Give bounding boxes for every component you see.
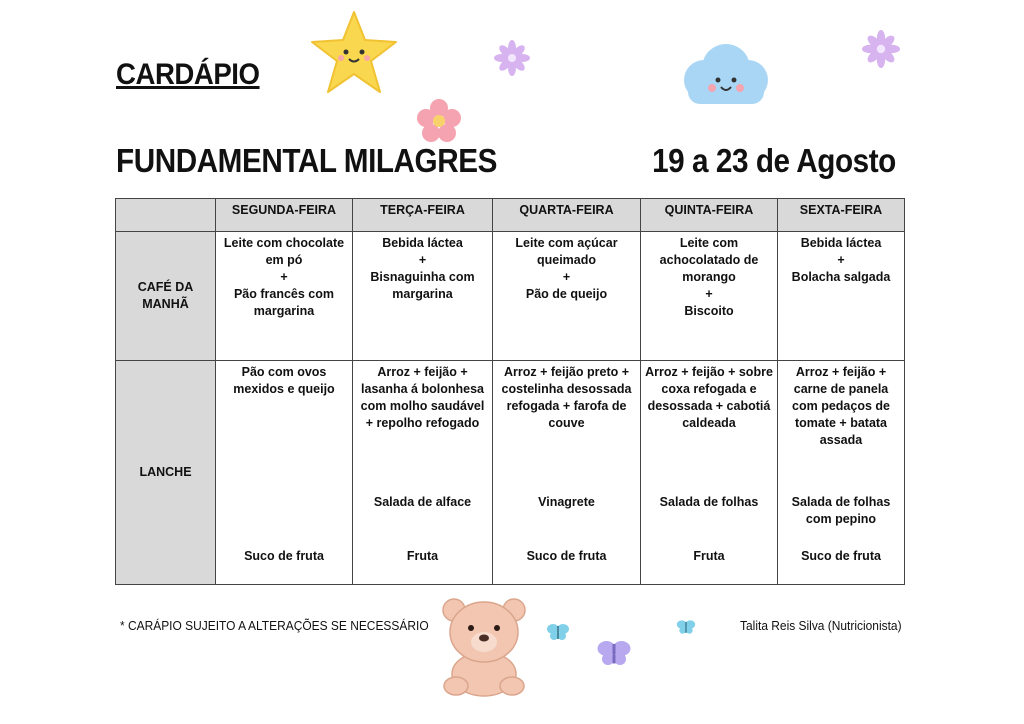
menu-table <box>115 198 905 585</box>
breakfast-cell: Bebida láctea + Bolacha salgada <box>778 232 905 361</box>
day-header: SEGUNDA-FEIRA <box>216 199 353 232</box>
row-label-breakfast: CAFÉ DA MANHÃ <box>116 232 216 361</box>
lunch-drink: Suco de fruta <box>801 549 881 563</box>
lunch-drink: Suco de fruta <box>244 549 324 563</box>
school-name: FUNDAMENTAL MILAGRES <box>116 142 497 179</box>
butterfly-icon <box>596 638 632 668</box>
lunch-main-dish: Pão com ovos mexidos e queijo <box>233 365 335 396</box>
lunch-drink: Suco de fruta <box>526 549 607 563</box>
table-header-row <box>116 199 905 232</box>
flower-icon <box>494 40 530 76</box>
lunch-main-dish: Arroz + feijão + sobre coxa refogada e desossada + cabotiá caldeada <box>645 365 773 430</box>
day-header: QUINTA-FEIRA <box>641 199 778 232</box>
lunch-main-dish: Arroz + feijão preto + costelinha desossada refogada + farofa de couve <box>501 365 632 430</box>
breakfast-cell: Leite com achocolatado de morango + Biscoito <box>641 232 778 361</box>
nutritionist-signature: Talita Reis Silva (Nutricionista) <box>740 618 902 633</box>
lunch-salad: Vinagrete <box>538 495 595 509</box>
lunch-salad: Salada de folhas <box>659 495 759 509</box>
day-header: TERÇA-FEIRA <box>353 199 493 232</box>
day-header: SEXTA-FEIRA <box>778 199 905 232</box>
butterfly-icon <box>676 618 696 636</box>
table-row <box>116 361 905 585</box>
flower-icon <box>862 30 900 68</box>
table-row <box>116 232 905 361</box>
date-range: 19 a 23 de Agosto <box>652 142 896 179</box>
lunch-cell <box>778 361 905 585</box>
butterfly-icon <box>546 622 570 642</box>
star-icon <box>308 8 400 98</box>
lunch-cell <box>353 361 493 585</box>
flower-icon <box>416 98 462 144</box>
lunch-salad: Salada de folhas com pepino <box>791 495 891 526</box>
corner-cell <box>116 199 216 232</box>
lunch-main-dish: Arroz + feijão + carne de panela com pedaços de tomate + batata assada <box>792 365 890 447</box>
teddy-bear-icon <box>434 594 534 698</box>
row-label-lunch: LANCHE <box>116 361 216 585</box>
lunch-drink: Fruta <box>406 549 439 563</box>
breakfast-cell: Leite com açúcar queimado + Pão de queijo <box>493 232 641 361</box>
lunch-cell <box>641 361 778 585</box>
page-title: CARDÁPIO <box>116 58 260 91</box>
lunch-cell <box>216 361 353 585</box>
lunch-drink: Fruta <box>693 549 725 563</box>
breakfast-cell: Bebida láctea + Bisnaguinha com margarina <box>353 232 493 361</box>
lunch-cell <box>493 361 641 585</box>
footnote: * CARÁPIO SUJEITO A ALTERAÇÕES SE NECESSÁRIO <box>120 618 429 633</box>
cloud-icon <box>674 40 774 112</box>
day-header: QUARTA-FEIRA <box>493 199 641 232</box>
lunch-main-dish: Arroz + feijão + lasanha á bolonhesa com molho saudável + repolho refogado <box>360 365 485 430</box>
lunch-salad: Salada de alface <box>373 495 472 509</box>
breakfast-cell: Leite com chocolate em pó + Pão francês com margarina <box>216 232 353 361</box>
